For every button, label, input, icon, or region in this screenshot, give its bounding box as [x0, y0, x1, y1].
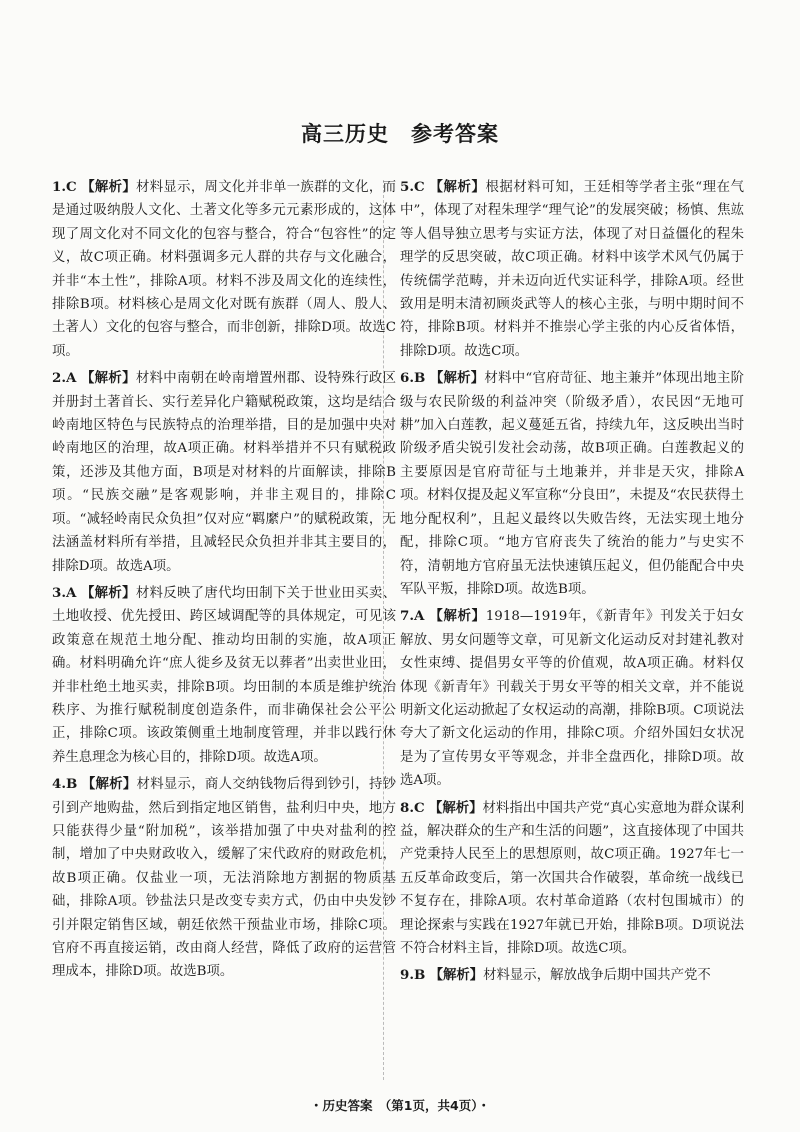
- analysis-tag: 【解析】: [80, 370, 136, 387]
- answer-item: [52, 367, 396, 578]
- analysis-tag: 【解析】: [429, 370, 485, 387]
- answer-number: 7.A: [400, 608, 425, 625]
- analysis-tag: 【解析】: [429, 967, 484, 984]
- answer-text: 材料显示，周文化并非单一族群的文化，而是通过吸纳殷人文化、土著文化等多元元素形成的，这体现了周文化对不同文化的包容与整合，符合“包容性”的定义，故C项正确。材料强调多元人群的共存与文化融合，并非“本土性”，排除A项。材料不涉及周文化的连续性，排除B项。材料核心是周文化对既有族群（周人、殷人、土著人）文化的包容与整合，而非创新，排除D项。故选C项。: [52, 180, 397, 359]
- answer-number: 3.A: [52, 584, 77, 601]
- answer-number: 5.C: [400, 179, 425, 195]
- answer-text: 材料指出中国共产党“真心实意地为群众谋利益，解决群众的生产和生活的问题”，这直接体现了中国共产党秉持人民至上的思想原则，故C项正确。1927年七一五反革命政变后，第一次国共合作破裂，革命统一战线已不复存在，排除A项。农村革命道路（农村包围城市）的理论探索与实践在1927年就已开始，排除B项。D项说法不符合材料主旨，排除D项。故选C项。: [400, 800, 744, 956]
- answer-text: 材料显示，商人交纳钱物后得到钞引，持钞引到产地购盐，然后到指定地区销售，盐利归中央，地方只能获得少量“附加税”，该举措加强了中央对盐利的控制，增加了中央财政收入，缓解了宋代政府的财政危机，故B项正确。仅盐业一项，无法消除地方割据的物质基础，排除A项。钞盐法只是改变专卖方式，仍由中央发钞引并限定销售区域，朝廷依然干预盐业市场，排除C项。官府不再直接运销，改由商人经营，降低了政府的运营管理成本，排除D项。故选B项。: [52, 777, 397, 980]
- answer-item: [52, 176, 396, 363]
- answer-text: 1918—1919年，《新青年》刊发关于妇女解放、男女问题等文章，可见新文化运动反对封建礼教对女性束缚、提倡男女平等的价值观，故A项正确。材料仅体现《新青年》刊载关于男女平等的相关文章，并不能说明新文化运动掀起了女权运动的高潮，排除B项。C项说法夸大了新文化运动的作用，排除C项。介绍外国妇女状况是为了宣传男女平等观念，并非全盘西化，排除D项。故选A项。: [400, 609, 744, 789]
- answer-item: [400, 176, 744, 363]
- answer-text: 材料中“官府苛征、地主兼并”体现出地主阶级与农民阶级的利益冲突（阶级矛盾），农民因“无地可耕”加入白莲教，起义蔓延五省，持续九年，这反映出当时阶级矛盾尖锐引发社会动荡，故B项正确。白莲教起义的主要原因是官府苛征与土地兼并，并非是天灾，排除A项。材料仅提及起义军宣称“分良田”，未提及“农民获得土地分配权利”，且起义最终以失败告终，无法实现土地分配，排除C项。“地方官府丧失了统治的能力”与史实不符，清朝地方官府虽无法快速镇压起义，但仍能配合中央军队平叛，排除D项。故选B项。: [400, 371, 744, 597]
- answer-number: 6.B: [400, 370, 426, 387]
- answer-item: [400, 797, 744, 961]
- answer-item: [400, 367, 744, 601]
- analysis-tag: 【解析】: [428, 799, 483, 816]
- answer-text: 材料中南朝在岭南增置州郡、设特殊行政区并册封土著首长、实行差异化户籍赋税政策，这均是结合岭南地区特色与民族特点的治理举措，目的是加强中央对岭南地区的治理，故A项正确。材料举措并不只有赋税政策，还涉及其他方面，B项是对材料的片面解读，排除B项。“民族交融”是客观影响，并非主观目的，排除C项。“减轻岭南民众负担”仅对应“羁縻户”的赋税政策，无法涵盖材料所有举措，且减轻民众负担并非其主要目的，排除D项。故选A项。: [52, 371, 397, 574]
- analysis-tag: 【解析】: [80, 584, 136, 601]
- answer-item: [52, 582, 396, 769]
- analysis-tag: 【解析】: [81, 179, 137, 195]
- page-footer: ・历史答案 （第1页，共4页）・: [310, 1098, 490, 1113]
- answer-text: 根据材料可知，王廷相等学者主张“理在气中”，体现了对程朱理学“理气论”的发展突破；杨慎、焦竑等人倡导独立思考与实证方法，体现了对日益僵化的程朱理学的反思突破，故C项正确。材料中该学术风气仍属于传统儒学范畴，并未迈向近代实证科学，排除A项。经世致用是明末清初顾炎武等人的核心主张，与明中期时间不符，排除B项。材料并不推崇心学主张的内心反省体悟，排除D项。故选C项。: [400, 180, 744, 359]
- answer-item: [400, 605, 744, 792]
- answer-number: 9.B: [400, 967, 426, 984]
- page-title: 高三历史 参考答案: [301, 122, 499, 146]
- analysis-tag: 【解析】: [429, 608, 486, 625]
- answer-text: 材料显示，解放战争后期中国共产党不: [483, 968, 711, 984]
- analysis-tag: 【解析】: [81, 776, 137, 793]
- answer-text: 材料反映了唐代均田制下关于世业田买卖、土地收授、优先授田、跨区域调配等的具体规定，可见该政策意在规范土地分配、推动均田制的实施，故A项正确。材料明确允许“庶人徙乡及贫无以葬者”出卖世业田，并非杜绝土地买卖，排除B项。均田制的本质是维护统治秩序、为推行赋税制度创造条件，而非确保社会公平公正，排除C项。该政策侧重土地制度管理，并非以践行休养生息理念为核心目的，排除D项。故选A项。: [52, 585, 397, 765]
- left-column: [52, 176, 396, 988]
- answer-number: 2.A: [52, 370, 77, 387]
- analysis-tag: 【解析】: [429, 179, 486, 195]
- answer-number: 8.C: [400, 799, 425, 816]
- answer-item: [52, 773, 396, 984]
- answer-number: 4.B: [52, 776, 78, 793]
- answer-number: 1.C: [52, 179, 77, 195]
- answer-item: [400, 964, 744, 987]
- right-column: [400, 176, 744, 992]
